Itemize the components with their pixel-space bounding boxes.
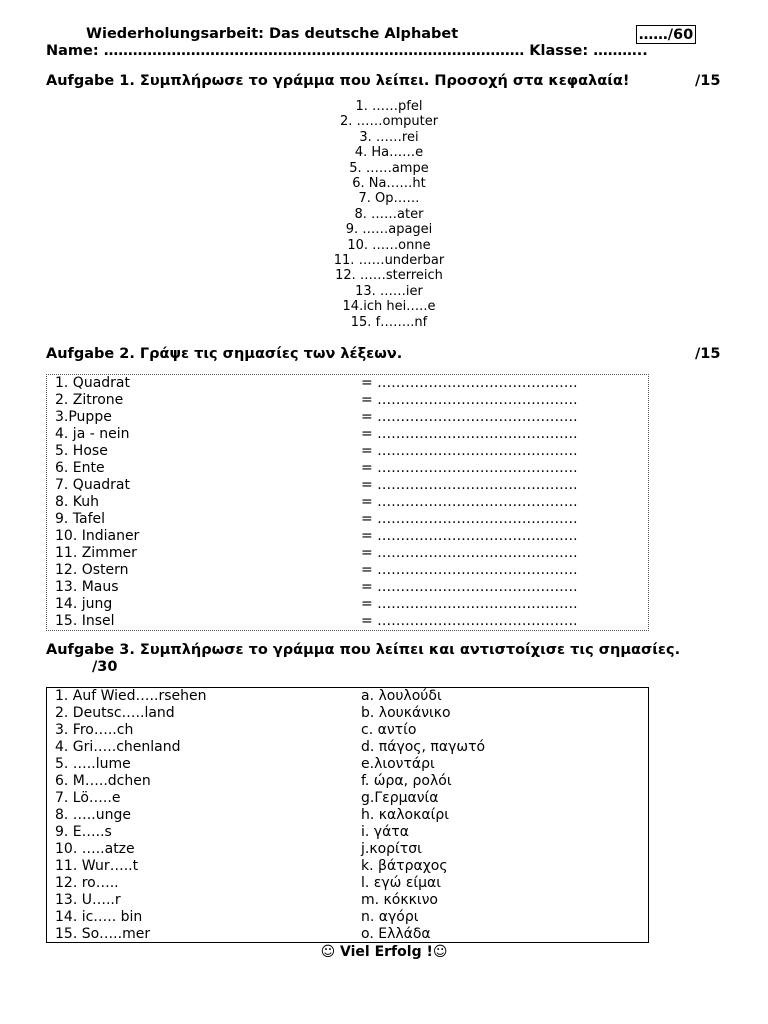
german-word: 1. Auf Wied…..rsehen	[55, 688, 207, 704]
german-word: 10. …..atze	[55, 841, 135, 857]
task1-points: /15	[695, 73, 721, 89]
table-row	[55, 596, 578, 613]
greek-meaning: j.κορίτσι	[361, 841, 422, 857]
german-word: 11. Wur…..t	[55, 858, 139, 874]
answer-blank: = …………………………………….	[361, 460, 578, 476]
german-word: 3. Fro…..ch	[55, 722, 134, 738]
word-label: 12. Ostern	[55, 562, 129, 578]
word-label: 7. Quadrat	[55, 477, 130, 493]
answer-blank: = …………………………………….	[361, 613, 578, 629]
table-row	[55, 409, 578, 426]
german-word: 13. U…..r	[55, 892, 121, 908]
list-item: 4. Ha……e	[354, 145, 424, 161]
german-word: 2. Deutsc…..land	[55, 705, 175, 721]
table-row	[55, 739, 645, 756]
word-label: 9. Tafel	[55, 511, 106, 527]
table-row	[55, 528, 578, 545]
list-item: 1. ……pfel	[355, 99, 423, 114]
word-label: 2. Zitrone	[55, 392, 124, 408]
table-row	[55, 460, 578, 477]
table-row	[55, 477, 578, 494]
table-row	[55, 807, 645, 824]
answer-blank: = …………………………………….	[361, 443, 578, 459]
table-row	[55, 824, 645, 841]
greek-meaning: l. εγώ είμαι	[361, 875, 441, 891]
answer-blank: = …………………………………….	[361, 477, 578, 493]
word-label: 5. Hose	[55, 443, 108, 459]
german-word: 9. E…..s	[55, 824, 112, 840]
list-item: 9. ……apagei	[345, 222, 433, 238]
list-item: 14.ich hei…..e	[342, 299, 436, 315]
word-label: 10. Indianer	[55, 528, 140, 544]
list-item: 5. ……ampe	[349, 160, 429, 176]
table-row	[55, 375, 578, 392]
list-item: 11. ……underbar	[333, 253, 445, 269]
greek-meaning: k. βάτραχος	[361, 858, 448, 874]
list-item: 15. f……..nf	[350, 314, 428, 330]
list-item: 7. Op……	[358, 191, 420, 207]
greek-meaning: a. λουλούδι	[361, 688, 442, 704]
table-row	[55, 756, 645, 773]
answer-blank: = …………………………………….	[361, 545, 578, 561]
word-label: 13. Maus	[55, 579, 119, 595]
table-row	[55, 773, 645, 790]
answer-blank: = …………………………………….	[361, 511, 578, 527]
table-row	[55, 562, 578, 579]
name-class-line: Name: …………………………………………………………………………… Klasse: ………..	[46, 43, 648, 59]
list-item: 13. ……ier	[355, 283, 423, 299]
german-word: 14. ic….. bin	[55, 909, 143, 925]
table-row	[55, 841, 645, 858]
word-label: 8. Kuh	[55, 494, 100, 510]
answer-blank: = …………………………………….	[361, 562, 578, 578]
answer-blank: = …………………………………….	[361, 579, 578, 595]
list-item: 2. ……omputer	[339, 114, 439, 130]
greek-meaning: o. Ελλάδα	[361, 926, 431, 942]
table-row	[55, 688, 645, 705]
list-item: 12. ……sterreich	[335, 268, 443, 284]
list-item: 6. Na……ht	[352, 176, 426, 192]
greek-meaning: i. γάτα	[361, 824, 409, 840]
table-row	[55, 426, 578, 443]
answer-blank: = …………………………………….	[361, 596, 578, 612]
german-word: 4. Gri…..chenland	[55, 739, 181, 755]
greek-meaning: g.Γερμανία	[361, 790, 439, 806]
table-row	[55, 858, 645, 875]
table-row	[55, 494, 578, 511]
greek-meaning: m. κόκκινο	[361, 892, 438, 908]
word-label: 11. Zimmer	[55, 545, 137, 561]
greek-meaning: f. ώρα, ρολόι	[361, 773, 452, 789]
table-row	[55, 705, 645, 722]
german-word: 12. ro…..	[55, 875, 119, 891]
task2-box	[46, 374, 649, 631]
task3-points: /30	[92, 659, 118, 675]
table-row	[55, 909, 645, 926]
list-item: 3. ……rei	[359, 129, 419, 145]
answer-blank: = …………………………………….	[361, 426, 578, 442]
greek-meaning: n. αγόρι	[361, 909, 419, 925]
table-row	[55, 443, 578, 460]
list-item: 10. ……onne	[347, 237, 431, 253]
task2-points: /15	[695, 346, 721, 362]
task3-heading: Aufgabe 3. Συμπλήρωσε το γράμμα που λείπει και αντιστοίχισε τις σημασίες.	[46, 642, 681, 658]
table-row	[55, 790, 645, 807]
answer-blank: = …………………………………….	[361, 392, 578, 408]
total-score-box: ……/60	[636, 25, 696, 44]
word-label: 6. Ente	[55, 460, 105, 476]
greek-meaning: c. αντίο	[361, 722, 417, 738]
german-word: 6. M…..dchen	[55, 773, 151, 789]
greek-meaning: h. καλοκαίρι	[361, 807, 449, 823]
table-row	[55, 722, 645, 739]
table-row	[55, 579, 578, 596]
table-row	[55, 545, 578, 562]
word-label: 4. ja - nein	[55, 426, 130, 442]
table-row	[55, 392, 578, 409]
table-row	[55, 613, 578, 630]
word-label: 3.Puppe	[55, 409, 112, 425]
word-label: 15. Insel	[55, 613, 115, 629]
answer-blank: = …………………………………….	[361, 375, 578, 391]
german-word: 7. Lö…..e	[55, 790, 121, 806]
task1-list	[0, 99, 768, 330]
table-row	[55, 926, 645, 943]
greek-meaning: d. πάγος, παγωτό	[361, 739, 486, 755]
german-word: 5. …..lume	[55, 756, 131, 772]
task3-box	[46, 687, 649, 943]
table-row	[55, 892, 645, 909]
greek-meaning: b. λουκάνικο	[361, 705, 451, 721]
task1-heading	[46, 73, 629, 89]
answer-blank: = …………………………………….	[361, 409, 578, 425]
page-title: Wiederholungsarbeit: Das deutsche Alphabet	[86, 26, 459, 42]
answer-blank: = …………………………………….	[361, 528, 578, 544]
word-label: 1. Quadrat	[55, 375, 130, 391]
answer-blank: = …………………………………….	[361, 494, 578, 510]
table-row	[55, 875, 645, 892]
german-word: 8. …..unge	[55, 807, 131, 823]
list-item: 8. ……ater	[354, 206, 424, 222]
footer-good-luck: ☺ Viel Erfolg !☺	[320, 944, 448, 960]
task1-heading-text: Aufgabe 1. Συμπλήρωσε το γράμμα που λείπει. Προσοχή στα κεφαλαία!	[46, 73, 630, 89]
german-word: 15. So…..mer	[55, 926, 151, 942]
word-label: 14. jung	[55, 596, 113, 612]
greek-meaning: e.λιοντάρι	[361, 756, 435, 772]
task2-heading: Aufgabe 2. Γράψε τις σημασίες των λέξεων.	[46, 346, 403, 362]
table-row	[55, 511, 578, 528]
